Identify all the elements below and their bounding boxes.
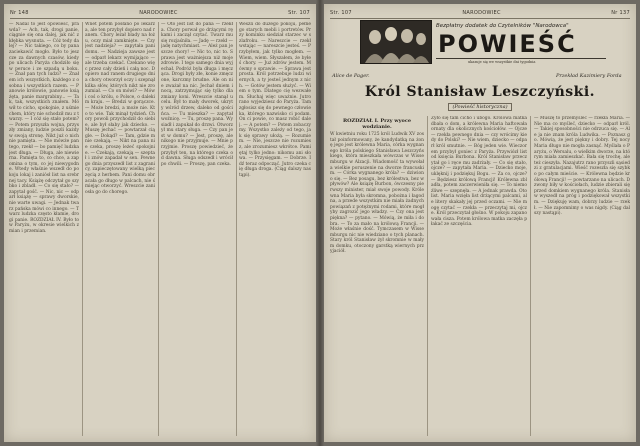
- story-author: Alice de Pager.: [332, 73, 370, 79]
- chapter-heading: ROZDZIAŁ I. Przy wyoce wodzianie.: [342, 118, 412, 130]
- right-page: [324, 4, 636, 442]
- right-running-header: [330, 8, 630, 19]
- column-text: Żyło się tam cicho i ubogo. Królowa matka dbała o dom, a królewna Maria haftowała ornaty dla okolicznych kościołów. — Ojcze — rzekła pewnego dnia — czy wrócimy kiedy do Polski? — Nie wiem, dziecko — odparł król smutnie. — Bóg jeden wie. Wieczorem przybył goniec z Paryża. Przywiózł list od księcia Burbona. Król Stanisław przeczytał go i ręce mu zadrżały. — Co się stało, ojcze? — zapytała Maria. — Dziecko moje, uklęknij i podziękuj Bogu. — Za co, ojcze? — Będziesz królową Francji! Królewna zbladła, potem zaczerwieniła się. — To niemożliwe — szepnęła. — A jednak prawda. Oto list. Maria wzięła list drżącymi palcami, ale litery skakały jej przed oczami. — Nie mogę czytać — rzekła — przeczytaj mi, ojcze. Król przeczytał głośno. W pokoju zapanowała cisza. Potem królowa matka zaczęła płakać ze szczęścia.: [431, 116, 527, 228]
- masthead-figures-illustration: [361, 21, 431, 63]
- left-header-page-number: Nr 148: [10, 10, 29, 16]
- supplement-masthead: [360, 20, 606, 68]
- column-divider: [427, 116, 428, 436]
- left-column-1: [9, 22, 79, 436]
- column-divider: [236, 22, 237, 436]
- left-page: [4, 4, 316, 442]
- column-text: Wnet potem posłano po lekarza, ale ten przybył dopiero nad ranem. Chory leżał blady na łożu, oczy miał zamknięte. — Czy jest nadzieja? — zapytała pani domu. — Nadzieja zawsze jest — odparł lekarz wymijająco — ale trzeba czekać. Czekano więc przez cały dzień i całą noc. Dopiero nad ranem drugiego dnia chory otworzył oczy i szepnął kilka słów, których nikt nie zrozumiał. — Co on mówi? — Mówi coś o królu, o Polsce, o dalekim kraju. — Bredzi w gorączce. — Może bredzi, a może nie. Kto to wie. Tak minął tydzień. Chory powoli przychodził do siebie, ale był słaby jak dziecko. — Muszę jechać — powtarzał ciągle. — Dokąd? — Tam, gdzie mnie czekają. — Nikt na pana nie czeka, proszę leżeć spokojnie. — Czekają, czekają — szeptał i znów zapadał w sen. Pewnego dnia przyszedł list z zagranicy, zapieczętowany wielką pieczęcią z herbem. Pani domu obracała go długo w palcach, nie śmiejąc otworzyć. Wreszcie zaniosła go do chorego.: [85, 22, 155, 195]
- story-subtitle: [324, 104, 636, 110]
- column-text: Weszli do dużego pokoju, pełnego starych mebli i portretów. Przy kominku siedział starzec w szlafroku. — Nareszcie — rzekł wstając — nareszcie jesteś. — Przybyłem, jak tylko mogłem. — Wiem, wiem. Słyszałem, że byłeś chory. — Już zdrów jestem. Mówmy o sprawie. — Sprawa jest prosta. Król potrzebuje ludzi wiernych, a ty jesteś jednym z nich. — Gotów jestem służyć. — Wiem o tym. Dlatego cię wezwałem. Słuchaj więc uważnie. Jutro rano wyjedziesz do Paryża. Tam zgłosisz się do pewnego człowieka, którego nazwisko ci podam. On ci powie, co masz robić dalej. — A potem? — Potem zobaczymy. Wszystko zależy od tego, jak się sprawy ułożą. — Rozumiem. — Nie, jeszcze nie rozumiesz, ale zrozumiesz wkrótce. Pamiętaj tylko jedno: nikomu ani słowa. — Przysięgam. — Dobrze. Idź teraz odpocząć. Jutro czeka cię długa droga. (Ciąg dalszy nastąpi).: [239, 22, 311, 179]
- column-text: — Oto jest list do pana — rzekła. Chory porwał go drżącymi rękami i zaczął czytać. Twarz mu się rozjaśniła. — Jadę — rzekł — jadę natychmiast. — Ależ pan jeszcze chory! — Nic to, nic to. Sprawa jest ważniejsza niż moje zdrowie. I tego samego dnia wyjechał. Podróż była długa i męcząca. Drogi były złe, konie zmęczone, karczmy brudne. Ale on nie zważał na nic. Jechał dniem i nocą, zatrzymując się tylko dla zmiany koni. Wreszcie stanął u celu. Był to mały dworek, ukryty wśród drzew, daleko od gościńca. — Tu mieszka? — zapytał woźnicę. — Tu, proszę pana. Wysiadł i zapukał do drzwi. Otworzył mu stary sługa. — Czy pan jest w domu? — Jest, proszę, ale nikogo nie przyjmuje. — Mnie przyjmie. Proszę powiedzieć, że przybył ten, na którego czeka od dawna. Sługa odszedł i wrócił po chwili. — Proszę, pan czeka.: [161, 22, 233, 167]
- column-text: — Nadal to jest opowieść, prawda? — Ach, tak, drogi panie, ciągnie się ona dalej, jak nić z kłębka wysnuta. — Cóż tedy dalej? — Nic takiego, co by pana zaciekawić mogło. Było to jeszcze za dawnych czasów, kiedy po ulicach Paryża chodziło się w peruce i ze szpadą u boku. — Znał pan tych ludzi? — Znałem ich wszystkich, każdego z osobna i wszystkich razem. — Panowie królowie, panowie książęta, panie margrabiny... — Tak, tak, wszystkich znałem. Mówił to cicho, spokojnie, z uśmiechem, który nie schodził mu z twarzy. — I cóż się stało potem? — Potem przyszła wojna, przyszły zmiany, ludzie poszli każdy w swoją stronę. Nikt już o nich nie pamięta. — Nie mówże pan tego, rzekł — bo pamięć ludzka jest długa. — Długa, ale niewierna. Pamięta to, co chce, a zapomina o tym, co jej niewygodne. Wtedy właśnie wszedł do pokoju lokaj i zaniósł list na srebrnej tacy. Książę odczytał go szybko i zbladł. — Co się stało? — zapytał gość. — Nic, nic — odparł książę — sprawy dworskie, nie warte uwagi. — Jednak twarz pańska mówi co innego. — Twarz ludzka często kłamie, drogi panie. ROZDZIAŁ IV. Było to w Paryżu, w okresie wielkich zmian i przemian.: [9, 22, 79, 234]
- column-text: W kwietniu roku 1725 król Ludwik XV został poinformowany, że kandydatką na żonę jego jest królewna Maria, córka wygnanego króla polskiego Stanisława Leszczyńskiego, która mieszkała wówczas w Wissemburgu w Alzacji. Wiadomość ta wywołała wielkie poruszenie na dworze francuskim. — Córka wygnanego króla? — dziwiono się. — Bez posagu, bez królestwa, bez wpływów? Ale książę Burbon, ówczesny pierwszy minister, miał swoje powody. Królewna Maria była skromna, pobożna i łagodna, a przede wszystkim nie miała żadnych powiązań z potężnymi rodami, które mogłyby zagrozić jego władzy. — Czy ona jest piękna? — pytano. — Mówią, że miła i dobra. — To za mało na królową Francji. — Może właśnie dość. Tymczasem w Wissemburgu nic nie wiedziano o tych planach. Stary król Stanisław żył skromnie w małym domku, otoczony garstką wiernych przyjaciół.: [330, 132, 424, 255]
- left-column-2: [85, 22, 155, 436]
- masthead-illustration: [360, 20, 432, 64]
- right-header-paper-name: NARODOWIEC: [462, 10, 501, 16]
- left-running-header: [10, 8, 310, 19]
- left-column-4: [239, 22, 311, 436]
- left-header-page-label: Str. 107: [288, 10, 310, 16]
- masthead-rule: [436, 58, 606, 59]
- story-translator: Przekład Kazimiery Forda: [556, 73, 622, 79]
- column-divider: [82, 22, 83, 436]
- story-column-3: [534, 116, 630, 436]
- page-fold: [316, 0, 324, 446]
- story-headline: Król Stanisław Leszczyński.: [364, 84, 596, 100]
- left-header-paper-name: NARODOWIEC: [139, 10, 178, 16]
- story-column-2: [431, 116, 527, 436]
- story-subtitle-text: (Powieść historyczna): [448, 103, 511, 111]
- right-header-page-label: Str. 107: [330, 10, 352, 16]
- column-text: — Muszę to przemyśleć — rzekła Maria. — Nie ma co myśleć, dziecko — odparł król. — Takiej sposobności nie odrzuca się. — Ale ja nie znam króla Ludwika. — Poznasz go. Mówią, że jest piękny i dobry. Tej nocy Maria długo nie mogła zasnąć. Myślała o Paryżu, o Wersalu, o wielkim dworze, na którym miała zamieszkać. Bała się trochę, ale też cieszyła. Nazajutrz rano przyszli sąsiedzi z gratulacjami. Wieść rozeszła się szybko po całym mieście. — Królewna będzie królową Francji! — powtarzano na ulicach. Dzwony biły w kościołach, ludzie zbierali się przed domkiem wygnanego króla. Stanisław wyszedł na próg i podziękował wszystkim. — Dziękuję wam, dobrzy ludzie — rzekł. — Nie zapomnimy o was nigdy. (Ciąg dalszy nastąpi).: [534, 116, 630, 217]
- masthead-title: POWIEŚĆ: [438, 30, 577, 58]
- column-divider: [158, 22, 159, 436]
- right-header-issue-number: Nr 137: [611, 10, 630, 16]
- left-column-3: [161, 22, 233, 436]
- story-column-1: [330, 116, 424, 436]
- masthead-subtitle: Bezpłatny dodatek do Czytelników "Narodowca": [436, 23, 569, 29]
- masthead-small-note: ukazuje się we wszystkie dni tygodnia: [468, 60, 536, 64]
- column-divider: [530, 116, 531, 436]
